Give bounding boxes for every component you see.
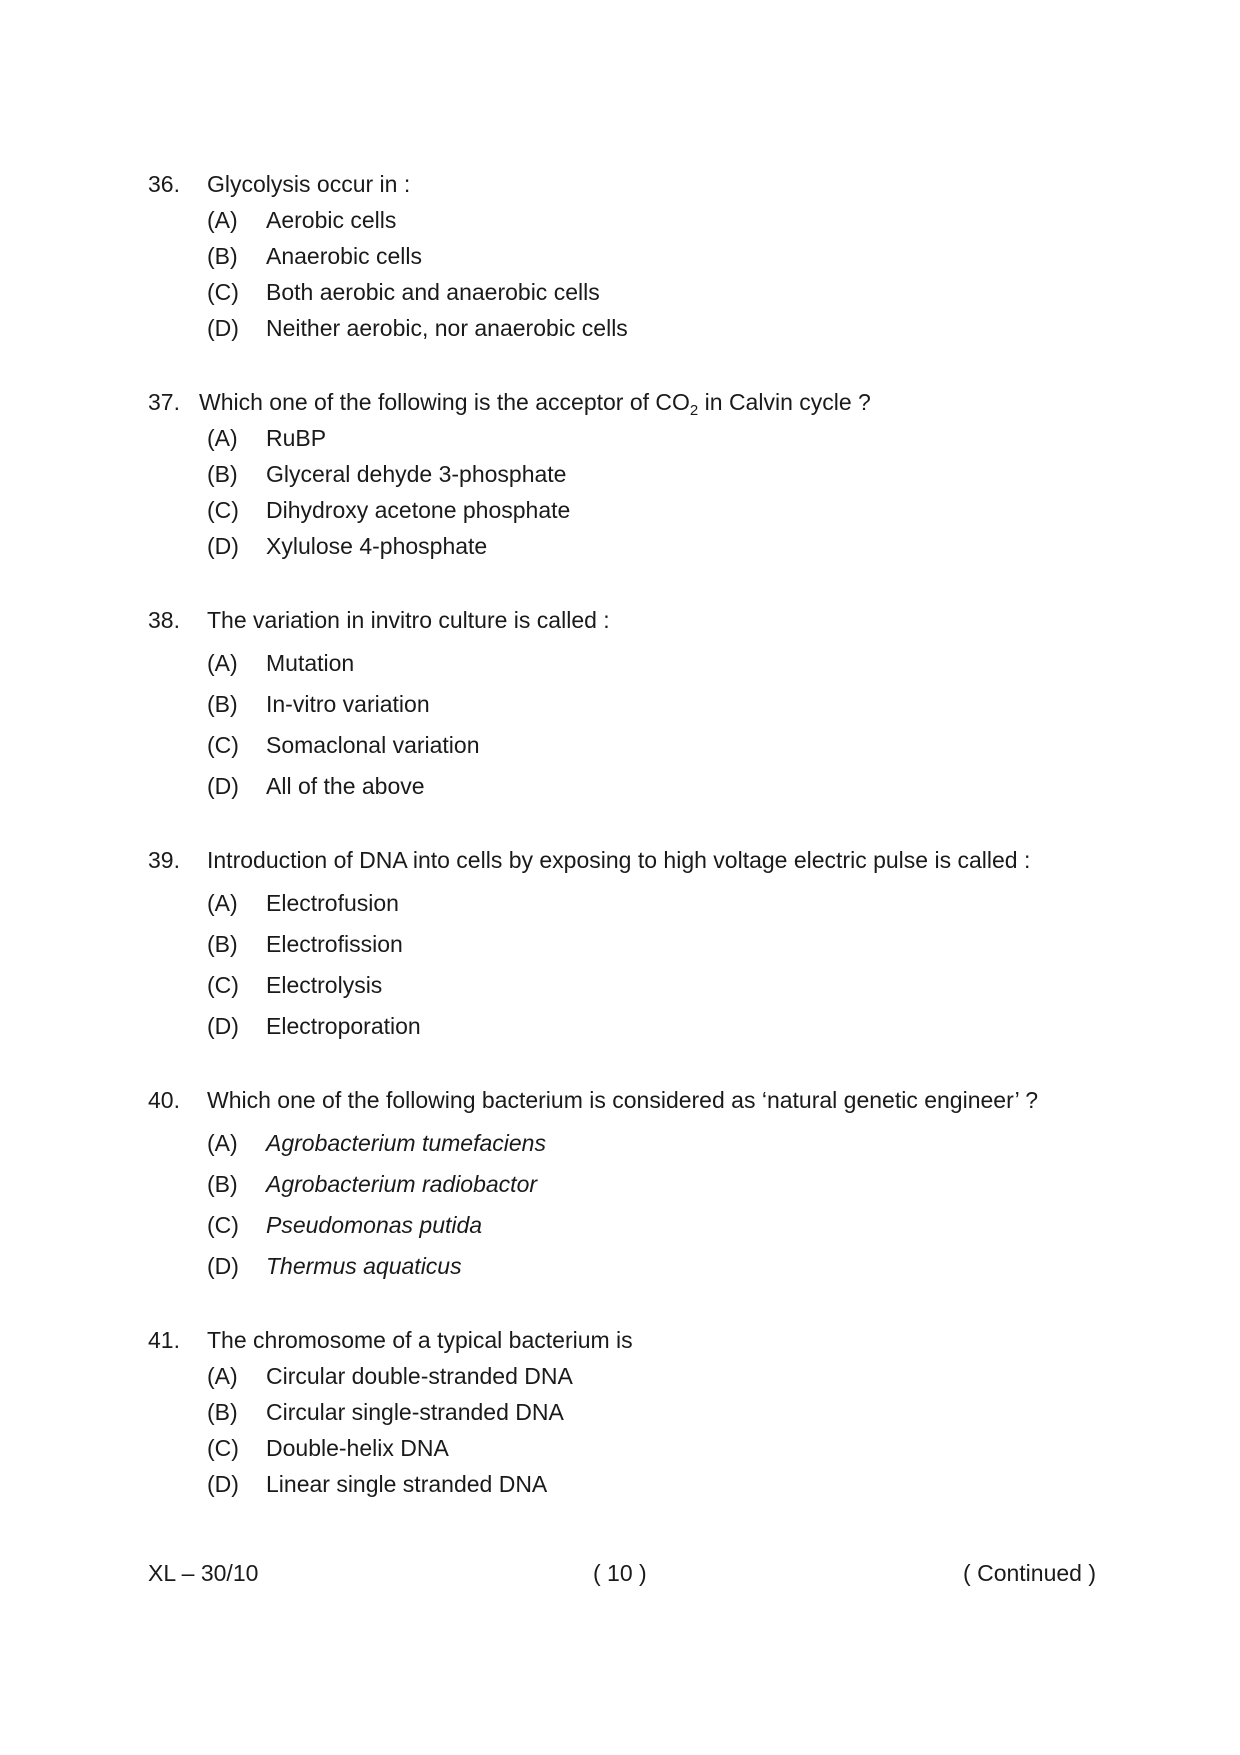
option-letter: (D) [207,1471,239,1497]
option-text: Agrobacterium radiobactor [266,1171,538,1197]
option-letter: (D) [207,533,239,559]
option-letter: (B) [207,1171,238,1197]
question-header [148,1082,1128,1118]
option-letter: (D) [207,1253,239,1279]
paper-code: XL – 30/10 [148,1560,259,1586]
option-text: Somaclonal variation [266,732,480,758]
question-text-end: in Calvin cycle ? [698,389,871,415]
option-text: Electrofission [266,931,403,957]
question-number: 36. [148,171,180,197]
option-text: Dihydroxy acetone phosphate [266,497,571,523]
option-b [148,238,1128,274]
option-letter: (D) [207,773,239,799]
question-text: The chromosome of a typical bacterium is [207,1327,633,1353]
option-letter: (A) [207,890,238,916]
option-letter: (C) [207,732,239,758]
option-text: Electrolysis [266,972,383,998]
continued-label: ( Continued ) [963,1560,1096,1586]
question-header [148,842,1128,878]
option-text: Glyceral dehyde 3-phosphate [266,461,567,487]
question-number: 41. [148,1327,180,1353]
option-letter: (C) [207,972,239,998]
question-text-start: Which one of the following is the acceptor of CO [199,389,690,415]
question-text: The variation in invitro culture is called : [207,607,610,633]
option-c [148,274,1128,310]
option-text: Anaerobic cells [266,243,422,269]
option-a [148,1123,1128,1164]
option-text: Double-helix DNA [266,1435,449,1461]
question-header [148,166,1128,202]
option-c [148,1430,1128,1466]
option-text: All of the above [266,773,425,799]
option-c [148,492,1128,528]
option-letter: (B) [207,243,238,269]
question-37 [148,384,1128,564]
option-letter: (C) [207,1435,239,1461]
question-38 [148,602,1128,807]
option-letter: (A) [207,1363,238,1389]
option-letter: (A) [207,1130,238,1156]
subscript: 2 [689,402,699,419]
option-text: Xylulose 4-phosphate [266,533,488,559]
option-d [148,310,1128,346]
option-text: In-vitro variation [266,691,430,717]
option-a [148,420,1128,456]
option-a [148,643,1128,684]
option-text: Agrobacterium tumefaciens [266,1130,546,1156]
option-text: Linear single stranded DNA [266,1471,548,1497]
option-b [148,1394,1128,1430]
option-text: Mutation [266,650,355,676]
option-text: Circular double-stranded DNA [266,1363,573,1389]
question-header [148,384,1128,420]
option-d [148,1466,1128,1502]
question-text: Glycolysis occur in : [207,171,411,197]
option-text: Pseudomonas putida [266,1212,483,1238]
option-letter: (D) [207,1013,239,1039]
question-41 [148,1322,1128,1502]
option-text: Thermus aquaticus [266,1253,462,1279]
option-letter: (C) [207,279,239,305]
question-header [148,1322,1128,1358]
option-letter: (C) [207,497,239,523]
option-letter: (A) [207,650,238,676]
question-39 [148,842,1128,1047]
option-letter: (A) [207,425,238,451]
option-d [148,766,1128,807]
question-header [148,602,1128,638]
option-text: Electrofusion [266,890,399,916]
question-text [199,384,871,420]
page-number: ( 10 ) [593,1560,647,1586]
option-letter: (B) [207,691,238,717]
option-d [148,1006,1128,1047]
option-letter: (B) [207,931,238,957]
option-letter: (D) [207,315,239,341]
option-a [148,883,1128,924]
option-text: RuBP [266,425,327,451]
option-c [148,1205,1128,1246]
option-d [148,528,1128,564]
question-number: 37. [148,389,180,415]
option-b [148,684,1128,725]
question-text: Introduction of DNA into cells by exposing to high voltage electric pulse is called : [207,847,1031,873]
question-number: 38. [148,607,180,633]
question-number: 39. [148,847,180,873]
question-text: Which one of the following bacterium is considered as ‘natural genetic engineer’ ? [207,1087,1039,1113]
option-b [148,1164,1128,1205]
option-text: Neither aerobic, nor anaerobic cells [266,315,628,341]
option-text: Circular single-stranded DNA [266,1399,564,1425]
option-c [148,725,1128,766]
option-letter: (B) [207,1399,238,1425]
option-letter: (B) [207,461,238,487]
option-text: Both aerobic and anaerobic cells [266,279,600,305]
page-footer [148,1555,1096,1591]
option-letter: (C) [207,1212,239,1238]
question-40 [148,1082,1128,1287]
option-a [148,1358,1128,1394]
option-b [148,456,1128,492]
option-text: Aerobic cells [266,207,397,233]
option-a [148,202,1128,238]
option-d [148,1246,1128,1287]
question-36 [148,166,1128,346]
option-text: Electroporation [266,1013,421,1039]
option-b [148,924,1128,965]
option-c [148,965,1128,1006]
option-letter: (A) [207,207,238,233]
question-number: 40. [148,1087,180,1113]
